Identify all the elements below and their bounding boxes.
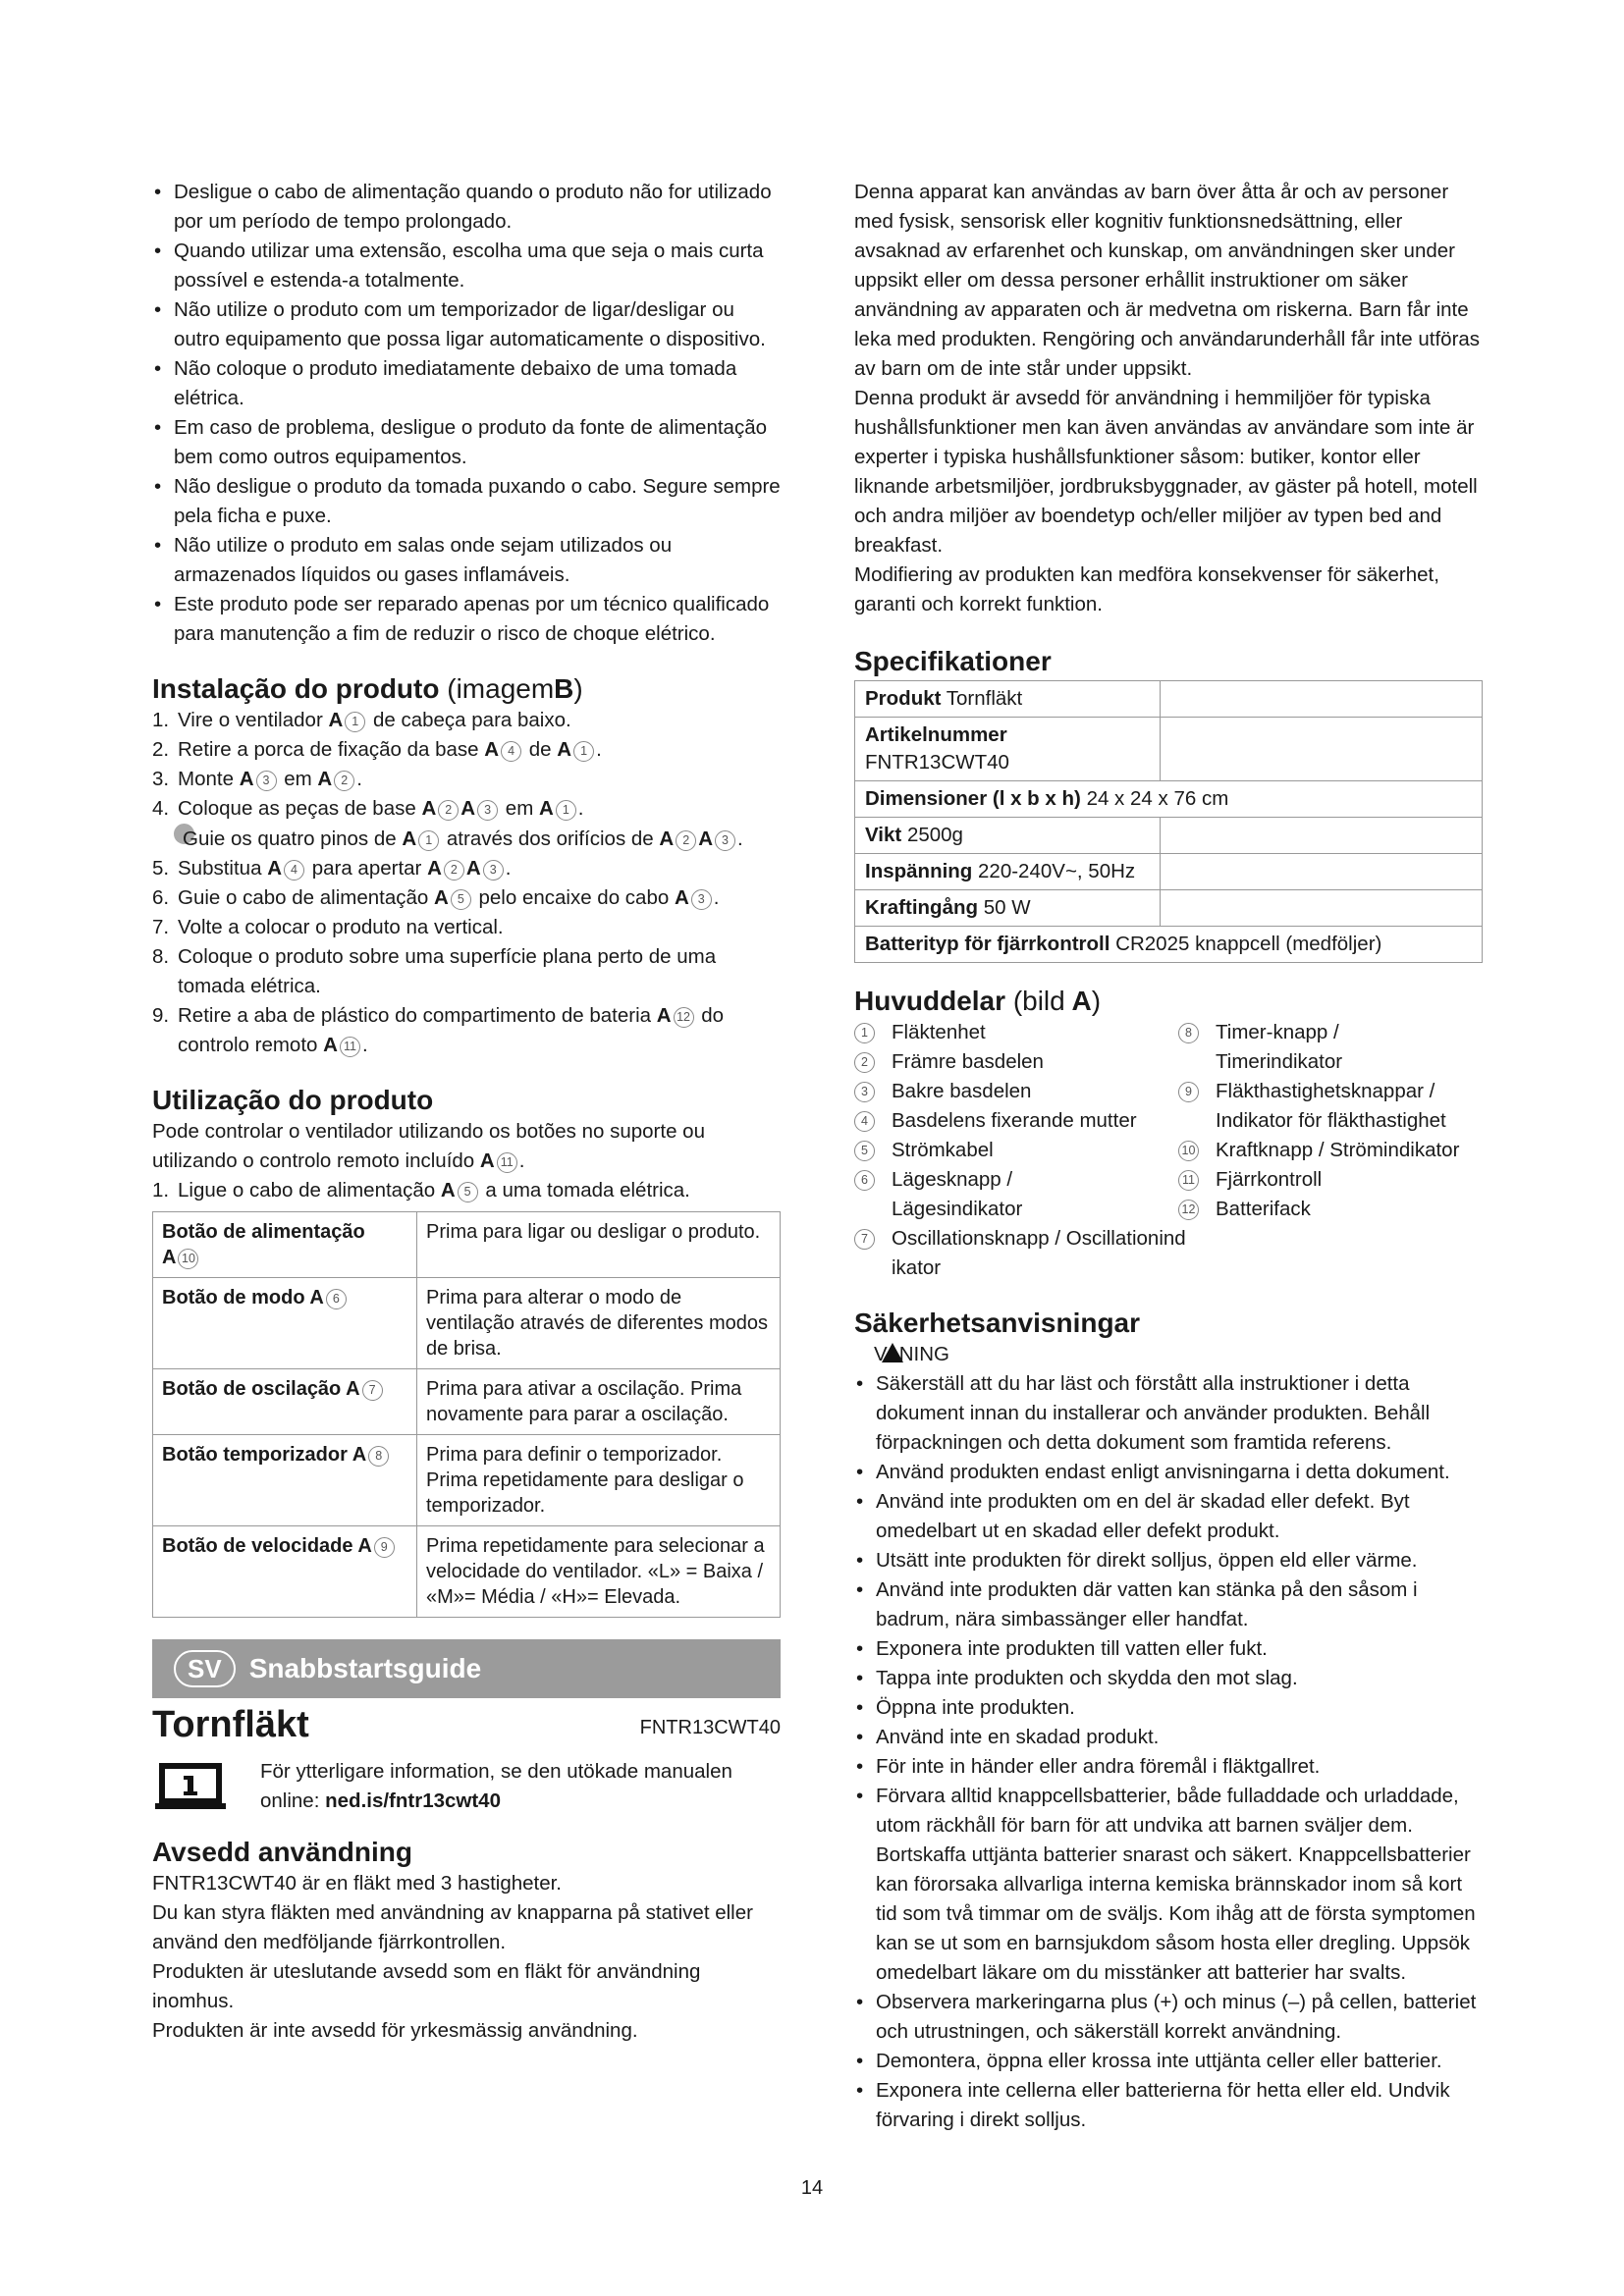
callout-circle: 3 — [715, 830, 735, 851]
section-title: Snabbstartsguide — [248, 1653, 482, 1683]
paragraph: Produkten är uteslutande avsedd som en fläkt för användning inomhus. — [152, 1960, 701, 2012]
step-text: Ligue o cabo de alimentação — [178, 1179, 436, 1201]
ref-letter: A — [267, 857, 282, 880]
step-text: de cabeça para baixo. — [372, 709, 571, 731]
warning-text: NING — [898, 1343, 949, 1365]
ref-letter: A — [465, 857, 481, 880]
paragraph: Du kan styra fläkten med användning av knapparna på stativet eller använd den medföljande fjärrkontrollen. — [152, 1901, 753, 1953]
callout-circle: 4 — [854, 1111, 875, 1132]
installation-title-suffix: (imagem — [447, 673, 555, 704]
control-desc: Prima para alterar o modo de ventilação através de diferentes modos de brisa. — [417, 1278, 781, 1369]
callout-circle: 9 — [374, 1537, 395, 1558]
control-label: Botão de alimentação — [162, 1221, 365, 1243]
control-desc: Prima para definir o temporizador. Prima repetidamente para desligar o temporizador. — [417, 1435, 781, 1526]
step-number: 7. — [152, 916, 170, 938]
installation-heading — [152, 672, 781, 706]
list-item: • Não utilize o produto com um temporizador de ligar/desligar ou outro equipamento que possa ligar automaticamente o dispositivo. — [152, 295, 781, 354]
table-row — [855, 718, 1483, 781]
table-row — [855, 890, 1483, 927]
step-5: 5. Substitua A 4 para apertar A 2 A 3 . — [152, 854, 781, 883]
installation-title-close: ) — [573, 673, 583, 704]
control-label-cell — [153, 1212, 417, 1278]
step-number: 9. — [152, 1004, 170, 1027]
step-text: para apertar — [311, 857, 422, 880]
parts-list — [854, 1018, 1483, 1283]
callout-circle: 2 — [334, 771, 354, 791]
step-text: Monte — [178, 768, 234, 790]
list-item — [1178, 1195, 1502, 1224]
step-number: 1. — [152, 1179, 170, 1201]
callout-circle: 5 — [458, 1182, 478, 1202]
list-item — [1178, 1018, 1412, 1077]
list-item: • Använd produkten endast enligt anvisningarna i detta dokument. — [854, 1458, 1483, 1487]
ref-letter: A — [427, 857, 442, 880]
callout-circle: 3 — [256, 771, 277, 791]
callout-circle: 5 — [451, 889, 471, 910]
step-number: 6. — [152, 886, 170, 909]
callout-circle: 4 — [501, 741, 521, 762]
spec-value: 24 x 24 x 76 cm — [1086, 787, 1229, 810]
installation-title: Instalação do produto — [152, 673, 440, 704]
list-item — [1178, 1165, 1502, 1195]
spec-cell — [855, 890, 1161, 927]
step-text: Volte a colocar o produto na vertical. — [178, 916, 504, 938]
callout-circle: 1 — [854, 1023, 875, 1043]
intended-use-heading: Avsedd användning — [152, 1837, 413, 1867]
ref-letter: A — [538, 797, 554, 820]
callout-circle: 11 — [1178, 1170, 1199, 1191]
callout-circle: 3 — [483, 860, 504, 881]
spec-value: FNTR13CWT40 — [865, 751, 1009, 774]
step-text: a uma tomada elétrica. — [485, 1179, 690, 1201]
list-item: • Använd inte en skadad produkt. — [854, 1723, 1483, 1752]
ref-letter: A — [162, 1247, 177, 1268]
spec-value: CR2025 knappcell (medföljer) — [1115, 933, 1382, 955]
spec-key: Inspänning — [865, 860, 973, 882]
parts-column — [854, 1018, 1186, 1283]
spec-key: Artikelnummer — [865, 723, 1007, 746]
list-item: • Exponera inte produkten till vatten eller fukt. — [854, 1634, 1483, 1664]
product-header — [152, 1702, 781, 1747]
table-row — [855, 818, 1483, 854]
step-text: pelo encaixe do cabo — [478, 886, 670, 909]
part-name: Oscillationsknapp / Oscillationindikator — [892, 1227, 1186, 1279]
spec-key: Kraftingång — [865, 896, 979, 919]
paragraph: Modifiering av produkten kan medföra konsekvenser för säkerhet, garanti och korrekt funktion. — [854, 563, 1439, 615]
callout-circle: 7 — [362, 1380, 383, 1401]
spec-key: Batterityp för fjärrkontroll — [865, 933, 1110, 955]
usage-heading: Utilização do produto — [152, 1085, 434, 1115]
list-item: • Utsätt inte produkten för direkt solljus, öppen eld eller värme. — [854, 1546, 1483, 1575]
usage-step-1 — [152, 1176, 781, 1205]
part-name: Lägesknapp / Lägesindikator — [892, 1168, 1023, 1220]
step-text: em — [284, 768, 312, 790]
safety-bullets — [854, 1369, 1483, 2135]
warning-label — [854, 1340, 1483, 1369]
step-text: Guie o cabo de alimentação — [178, 886, 429, 909]
list-item: • För inte in händer eller andra föremål i fläktgallret. — [854, 1752, 1483, 1782]
controls-table — [152, 1211, 781, 1618]
step-1 — [152, 706, 781, 735]
list-item: • Använd inte produkten där vatten kan stänka på den såsom i badrum, nära simbassänger eller handfat. — [854, 1575, 1483, 1634]
ref-letter: A — [479, 1149, 495, 1172]
control-label: Botão temporizador — [162, 1444, 348, 1466]
paragraph: FNTR13CWT40 är en fläkt med 3 hastigheter. — [152, 1872, 563, 1895]
safety-heading: Säkerhetsanvisningar — [854, 1308, 1141, 1338]
product-model: FNTR13CWT40 — [639, 1717, 781, 1738]
step-number: 8. — [152, 945, 170, 968]
control-desc: Prima para ligar ou desligar o produto. — [417, 1212, 781, 1278]
list-item: • Tappa inte produkten och skydda den mot slag. — [854, 1664, 1483, 1693]
ref-letter: A — [460, 797, 476, 820]
spec-value: 50 W — [983, 896, 1031, 919]
list-item — [854, 1106, 1178, 1136]
callout-circle: 2 — [854, 1052, 875, 1073]
parts-title: Huvuddelar — [854, 986, 1006, 1016]
callout-circle: 2 — [444, 860, 464, 881]
list-item — [854, 1018, 1178, 1047]
list-item: • Exponera inte cellerna eller batterierna för hetta eller eld. Undvik förvaring i direkt solljus. — [854, 2076, 1483, 2135]
info-icon — [152, 1762, 229, 1811]
paragraph: Produkten är inte avsedd för yrkesmässig användning. — [152, 2019, 638, 2042]
parts-title-close: ) — [1091, 986, 1102, 1016]
callout-circle: 3 — [854, 1082, 875, 1102]
callout-circle: 12 — [1178, 1200, 1199, 1220]
spec-cell — [855, 854, 1161, 890]
step-4: 4. Coloque as peças de base A 2 A 3 em A 1 . Guie os quatro pinos de A 1 através dos orifícios de A 2 A 3 . — [152, 794, 781, 854]
callout-circle: 4 — [284, 860, 304, 881]
spec-cell — [855, 818, 1161, 854]
step-text: em — [505, 797, 534, 820]
step-9: 9. Retire a aba de plástico do compartimento de bateria A 12 do controlo remoto A 11 . — [152, 1001, 781, 1060]
callout-circle: 10 — [178, 1249, 198, 1269]
page-number: 14 — [800, 2177, 824, 2199]
callout-circle: 2 — [438, 800, 459, 821]
control-label: Botão de modo — [162, 1287, 305, 1308]
list-item — [854, 1077, 1178, 1106]
list-item: • Använd inte produkten om en del är skadad eller defekt. Byt omedelbart ut en skadad eller defekt produkt. — [854, 1487, 1483, 1546]
step-3: 3. Monte A 3 em A 2 . — [152, 765, 781, 794]
step-text: Coloque o produto sobre uma superfície plana perto de uma tomada elétrica. — [178, 945, 717, 997]
spec-key: Dimensioner (l x b x h) — [865, 787, 1081, 810]
list-item: • Desligue o cabo de alimentação quando o produto não for utilizado por um período de tempo prolongado. — [152, 178, 781, 237]
callout-circle: 12 — [674, 1007, 694, 1028]
step-text: uie os quatro pinos de — [197, 828, 397, 850]
parts-title-suffix: (bild — [1012, 986, 1065, 1016]
control-label: Botão de velocidade — [162, 1535, 353, 1557]
step-number: 5. — [152, 857, 170, 880]
installation-steps — [152, 706, 781, 1060]
list-item — [1178, 1077, 1510, 1136]
step-number: 2. — [152, 738, 170, 761]
list-item — [1178, 1136, 1502, 1165]
callout-circle: 3 — [477, 800, 498, 821]
ref-letter: A — [328, 709, 344, 731]
control-desc: Prima para ativar a oscilação. Prima novamente para parar a oscilação. — [417, 1369, 781, 1435]
list-item: • Não desligue o produto da tomada puxando o cabo. Segure sempre pela ficha e puxe. — [152, 472, 781, 531]
spec-cell — [855, 927, 1483, 963]
table-row — [855, 854, 1483, 890]
part-name: Fläkthastighetsknappar / Indikator för fläkthastighet — [1216, 1080, 1446, 1132]
specs-heading: Specifikationer — [854, 646, 1052, 676]
product-name: Tornfläkt — [152, 1704, 309, 1745]
step-8 — [152, 942, 781, 1001]
table-row — [153, 1435, 781, 1526]
spec-value: 2500g — [906, 824, 963, 846]
callout-circle: 10 — [1178, 1141, 1199, 1161]
ref-letter: A — [659, 828, 675, 850]
list-item — [854, 1165, 1108, 1224]
info-block — [152, 1757, 781, 1816]
list-item: • Demontera, öppna eller krossa inte uttjänta celler eller batterier. — [854, 2047, 1483, 2076]
control-label: Botão de oscilação — [162, 1378, 342, 1400]
callout-circle: 9 — [1178, 1082, 1199, 1102]
step-number: 4. — [152, 797, 170, 820]
ref-letter: A — [352, 1444, 367, 1466]
step-text: Retire a porca de fixação da base — [178, 738, 479, 761]
paragraph: Denna produkt är avsedd för användning i hemmiljöer för typiska hushållsfunktioner men kan även användas av användare som inte är experter i typiska hushållsfunktioner såsom: butiker, kontor eller liknande arbetsmiljöer, jordbruksbyggnader, av gäster på hotell, motell och andra miljöer av boendetyp och/eller miljöer av typen bed and breakfast. — [854, 387, 1478, 557]
part-name: Fläktenhet — [892, 1021, 986, 1043]
language-section-bar — [152, 1639, 781, 1698]
step-number: 3. — [152, 768, 170, 790]
callout-circle: 6 — [854, 1170, 875, 1191]
parts-column — [1178, 1018, 1502, 1283]
table-row — [153, 1212, 781, 1278]
list-item: • Quando utilizar uma extensão, escolha uma que seja o mais curta possível e estenda-a totalmente. — [152, 237, 781, 295]
callout-circle: 1 — [556, 800, 576, 821]
callout-circle: 11 — [340, 1037, 360, 1057]
list-item: • Este produto pode ser reparado apenas por um técnico qualificado para manutenção a fim de reduzir o risco de choque elétrico. — [152, 590, 781, 649]
usage-steps — [152, 1176, 781, 1205]
callout-circle: 6 — [326, 1289, 347, 1309]
step-text: através dos orifícios de — [446, 828, 654, 850]
part-name: Främre basdelen — [892, 1050, 1044, 1073]
ref-letter: A — [433, 886, 449, 909]
info-prefix: online: — [260, 1789, 320, 1812]
control-label-cell — [153, 1526, 417, 1618]
list-item: • Em caso de problema, desligue o produto da fonte de alimentação bem como outros equipamentos. — [152, 413, 781, 472]
callout-circle: 8 — [368, 1446, 389, 1467]
info-line: För ytterligare information, se den utökade manualen — [260, 1760, 732, 1783]
spec-value: Tornfläkt — [946, 687, 1023, 710]
warning-text: V — [874, 1343, 888, 1365]
paragraph: Denna apparat kan användas av barn över åtta år och av personer med fysisk, sensorisk eller kognitiv funktionsnedsättning, eller avsaknad av erfarenhet och kunskap, om användningen sker under uppsikt eller om dessa personer erhållit instruktioner om säker användning av apparaten och är medvetna om riskerna. Barn får inte leka med produkten. Rengöring och användarunderhåll får inte utföras av barn om de inte står under uppsikt. — [854, 181, 1481, 380]
ref-letter: A — [346, 1378, 360, 1400]
callout-circle: 8 — [1178, 1023, 1199, 1043]
spec-key: Vikt — [865, 824, 902, 846]
step-7 — [152, 913, 781, 942]
control-label-cell — [153, 1369, 417, 1435]
step-6: 6. Guie o cabo de alimentação A 5 pelo encaixe do cabo A 3 . — [152, 883, 781, 913]
part-name: Batterifack — [1216, 1198, 1311, 1220]
list-item: • Observera markeringarna plus (+) och minus (–) på cellen, batteriet och utrustningen, och säkerställ korrekt användning. — [854, 1988, 1483, 2047]
ref-letter: A — [402, 828, 417, 850]
part-name: Fjärrkontroll — [1216, 1168, 1323, 1191]
installation-title-letter: B — [554, 673, 574, 704]
step-text: Retire a aba de plástico do compartimento de bateria — [178, 1004, 652, 1027]
control-label-cell — [153, 1435, 417, 1526]
step-text: de — [528, 738, 552, 761]
callout-circle: 7 — [854, 1229, 875, 1250]
list-item: • Öppna inte produkten. — [854, 1693, 1483, 1723]
info-text — [260, 1757, 732, 1816]
ref-letter: A — [357, 1535, 372, 1557]
callout-circle: 1 — [418, 830, 439, 851]
list-item — [854, 1224, 1186, 1283]
step-number: 1. — [152, 709, 170, 731]
spec-cell — [855, 681, 1161, 718]
list-item: • Não coloque o produto imediatamente debaixo de uma tomada elétrica. — [152, 354, 781, 413]
ref-letter: A — [674, 886, 689, 909]
list-item — [854, 1047, 1178, 1077]
list-item: • Säkerställ att du har läst och förstått alla instruktioner i detta dokument innan du installerar och använder produkten. Behåll förpackningen och detta dokument som framtida referens. — [854, 1369, 1483, 1458]
callout-circle: 3 — [691, 889, 712, 910]
part-name: Bakre basdelen — [892, 1080, 1032, 1102]
spec-key: Produkt — [865, 687, 942, 710]
ref-letter: A — [421, 797, 437, 820]
parts-heading — [854, 985, 1483, 1018]
step-2: 2. Retire a porca de fixação da base A 4 de A 1 . — [152, 735, 781, 765]
table-row — [153, 1369, 781, 1435]
ref-letter: A — [323, 1034, 338, 1056]
ref-letter: A — [484, 738, 500, 761]
table-row — [855, 927, 1483, 963]
table-row — [855, 681, 1483, 718]
part-name: Kraftknapp / Strömindikator — [1216, 1139, 1460, 1161]
list-item: • Förvara alltid knappcellsbatterier, både fulladdade och urladdade, utom räckhåll för barn för att undvika att barnen sväljer dem. Bortskaffa uttjänta batterier snarast och säkert. Knappcellsbatterier kan förorsaka allvarliga interna kemiska brännskador inom så kort tid som två timmar om de sväljs. Kom ihåg att de första symptomen kan se ut som en barnsjukdom såsom hosta eller dregling. Uppsök omedelbart läkare om du misstänker att batterier har svalts. — [854, 1782, 1483, 1988]
pt-safety-bullets — [152, 178, 781, 649]
left-column — [152, 178, 781, 2046]
ref-letter: A — [309, 1287, 324, 1308]
parts-title-letter: A — [1071, 986, 1092, 1016]
callout-circle: 2 — [676, 830, 696, 851]
ref-letter: A — [440, 1179, 456, 1201]
table-row — [153, 1278, 781, 1369]
ref-letter: A — [317, 768, 333, 790]
table-row — [153, 1526, 781, 1618]
spec-cell — [855, 781, 1483, 818]
list-item: • Não utilize o produto em salas onde sejam utilizados ou armazenados líquidos ou gases inflamáveis. — [152, 531, 781, 590]
usage-intro-text: Pode controlar o ventilador utilizando os botões no suporte ou utilizando o controlo remoto incluído — [152, 1120, 705, 1172]
step-text: do controlo remoto — [178, 1004, 725, 1056]
right-column — [854, 178, 1483, 2135]
part-name: Basdelens fixerande mutter — [892, 1109, 1137, 1132]
step-text: Substitua — [178, 857, 262, 880]
control-desc: Prima repetidamente para selecionar a velocidade do ventilador. «L» = Baixa / «M»= Média / «H»= Elevada. — [417, 1526, 781, 1618]
ref-letter: A — [656, 1004, 672, 1027]
list-item — [854, 1136, 1178, 1165]
callout-circle: 11 — [497, 1152, 517, 1173]
callout-circle: 1 — [345, 712, 365, 732]
table-row — [855, 781, 1483, 818]
usage-intro: Pode controlar o ventilador utilizando os botões no suporte ou utilizando o controlo remoto incluído A 11 . — [152, 1120, 705, 1172]
language-badge: SV — [174, 1650, 236, 1687]
specs-table — [854, 680, 1483, 963]
part-name: Strömkabel — [892, 1139, 994, 1161]
step-text: Vire o ventilador — [178, 709, 323, 731]
step-text: Coloque as peças de base — [178, 797, 416, 820]
spec-cell — [855, 718, 1161, 781]
callout-circle: 1 — [573, 741, 594, 762]
ref-letter: A — [698, 828, 714, 850]
manual-link[interactable]: ned.is/fntr13cwt40 — [325, 1789, 501, 1812]
part-name: Timer-knapp / Timerindikator — [1216, 1021, 1343, 1073]
control-label-cell — [153, 1278, 417, 1369]
callout-circle: 5 — [854, 1141, 875, 1161]
ref-letter: A — [239, 768, 254, 790]
spec-value: 220-240V~, 50Hz — [978, 860, 1136, 882]
ref-letter: A — [557, 738, 572, 761]
